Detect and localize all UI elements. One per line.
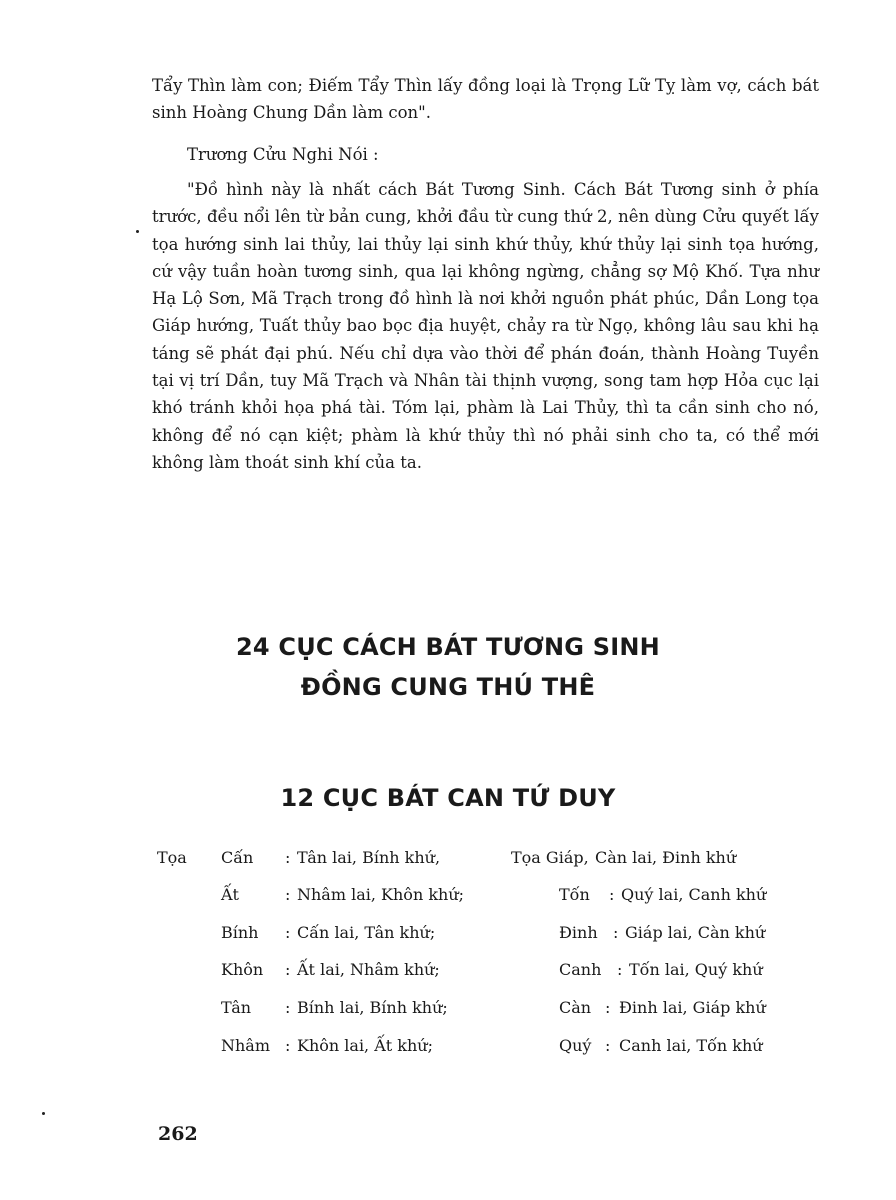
left-sep: :: [285, 885, 291, 904]
paragraph-text: Tẩy Thìn làm con; Điếm Tẩy Thìn lấy đồng loại là Trọng Lữ Tỵ làm vợ, cách bát sinh Hoàng Chung Dần làm con".: [152, 76, 819, 123]
right-sep: :: [605, 1036, 611, 1055]
subsection-heading-text: 12 CỤC BÁT CAN TỨ DUY: [280, 784, 616, 812]
left-sep: :: [285, 998, 291, 1017]
left-value: Bính lai, Bính khứ;: [297, 998, 448, 1017]
left-name: Tân: [221, 998, 252, 1017]
right-name: Tọa Giáp,: [511, 848, 589, 867]
right-value: Quý lai, Canh khứ: [621, 885, 767, 904]
section-heading: [0, 627, 896, 707]
right-sep: :: [605, 998, 611, 1017]
right-sep: :: [609, 885, 615, 904]
paragraph-continuation: [152, 72, 819, 127]
scan-speck: [42, 1112, 45, 1115]
right-value: Đinh lai, Giáp khứ: [619, 998, 766, 1017]
paragraph-speaker: [152, 141, 819, 168]
left-value: Khôn lai, Ất khứ;: [297, 1036, 433, 1055]
subsection-heading: [0, 778, 896, 818]
section-heading-line-1: 24 CỤC CÁCH BÁT TƯƠNG SINH: [236, 633, 660, 661]
right-value: Tốn lai, Quý khứ: [629, 960, 763, 979]
right-name: Tốn: [559, 885, 590, 904]
left-name: Khôn: [221, 960, 264, 979]
left-sep: :: [285, 1036, 291, 1055]
left-name: Bính: [221, 923, 259, 942]
left-value: Ất lai, Nhâm khứ;: [297, 960, 440, 979]
right-name: Càn: [559, 998, 592, 1017]
left-sep: :: [285, 960, 291, 979]
left-value: Tân lai, Bính khứ,: [297, 848, 441, 867]
right-name: Canh: [559, 960, 602, 979]
right-sep: :: [617, 960, 623, 979]
left-value: Cấn lai, Tân khứ;: [297, 923, 436, 942]
right-value: Càn lai, Đinh khứ: [595, 848, 737, 867]
toa-label: Tọa: [157, 848, 187, 867]
left-name: Nhâm: [221, 1036, 271, 1055]
scan-speck: [136, 230, 139, 233]
right-sep: :: [613, 923, 619, 942]
left-sep: :: [285, 923, 291, 942]
paragraph-text: "Đồ hình này là nhất cách Bát Tương Sinh. Cách Bát Tương sinh ở phía trước, đều nổi lên từ bản cung, khởi đầu từ cung thứ 2, nên dùng Cửu quyết lấy tọa hướng sinh lai thủy, lai thủy lại sinh khứ thủy, khứ thủy lại sinh tọa hướng, cứ vậy tuần hoàn tương sinh, qua lại không ngừng, chẳng sợ Mộ Khố. Tựa như Hạ Lộ Sơn, Mã Trạch trong đồ hình là nơi khởi nguồn phát phúc, Dần Long tọa Giáp hướng, Tuất thủy bao bọc địa huyệt, chảy ra từ Ngọ, không lâu sau khi hạ táng sẽ phát đại phú. Nếu chỉ dựa vào thời để phán đoán, thành Hoàng Tuyền tại vị trí Dần, tuy Mã Trạch và Nhân tài thịnh vượng, song tam hợp Hỏa cục lại khó tránh khỏi họa phá tài. Tóm lại, phàm là Lai Thủy, thì ta cần sinh cho nó, không để nó cạn kiệt; phàm là khứ thủy thì nó phải sinh cho ta, có thể mới không làm thoát sinh khí của ta.: [152, 180, 819, 472]
left-name: Cấn: [221, 848, 254, 867]
right-value: Giáp lai, Càn khứ: [625, 923, 766, 942]
right-name: Đinh: [559, 923, 598, 942]
right-name: Quý: [559, 1036, 592, 1055]
paragraph-quote: [152, 176, 819, 476]
left-name: Ất: [221, 885, 239, 904]
right-value: Canh lai, Tốn khứ: [619, 1036, 763, 1055]
page-number: 262: [158, 1123, 198, 1145]
left-sep: :: [285, 848, 291, 867]
section-heading-line-2: ĐỒNG CUNG THÚ THÊ: [300, 673, 596, 701]
left-value: Nhâm lai, Khôn khứ;: [297, 885, 465, 904]
speaker-line: Trương Cửu Nghi Nói :: [187, 145, 379, 164]
